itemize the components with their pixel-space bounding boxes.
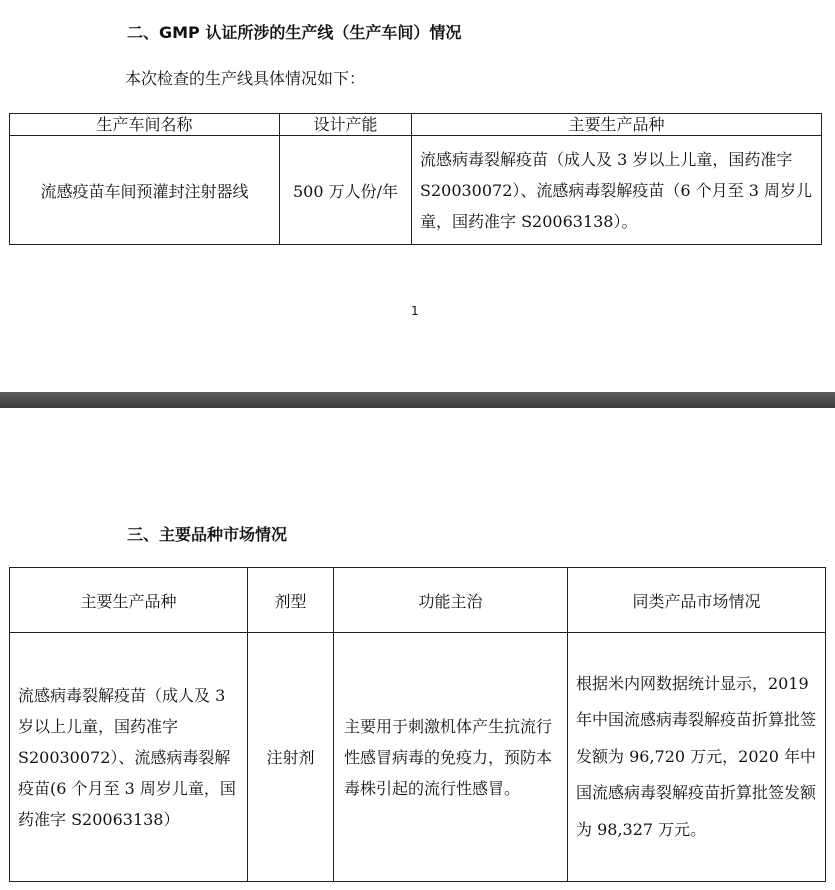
cell-dosage-form: 注射剂: [248, 633, 334, 882]
section-heading-market: 三、主要品种市场情况: [127, 525, 288, 544]
page-separator: [0, 392, 835, 408]
header-workshop-name: 生产车间名称: [10, 114, 280, 136]
production-line-table: [9, 113, 822, 245]
cell-workshop-name: 流感疫苗车间预灌封注射器线: [10, 136, 280, 245]
document-page-1: [0, 0, 835, 392]
section-heading-production-line: 二、GMP 认证所涉的生产线（生产车间）情况: [127, 23, 462, 42]
page-number: 1: [411, 304, 419, 318]
table-header-row: [10, 114, 822, 136]
cell-product: 流感病毒裂解疫苗（成人及 3 岁以上儿童，国药准字 S20030072）、流感病毒裂解疫苗(6 个月至 3 周岁儿童，国药准字 S20063138）: [10, 633, 248, 882]
cell-design-capacity: 500 万人份/年: [280, 136, 412, 245]
header-design-capacity: 设计产能: [280, 114, 412, 136]
table-header-row: [10, 568, 826, 633]
header-main-product: 主要生产品种: [10, 568, 248, 633]
header-indication: 功能主治: [334, 568, 568, 633]
table-row: [10, 633, 826, 882]
cell-market-situation: 根据米内网数据统计显示，2019 年中国流感病毒裂解疫苗折算批签发额为 96,720 万元，2020 年中国流感病毒裂解疫苗折算批签发额为 98,327 万元。: [568, 633, 826, 882]
cell-indication: 主要用于刺激机体产生抗流行性感冒病毒的免疫力，预防本毒株引起的流行性感冒。: [334, 633, 568, 882]
header-market-situation: 同类产品市场情况: [568, 568, 826, 633]
cell-main-products: 流感病毒裂解疫苗（成人及 3 岁以上儿童，国药准字 S20030072）、流感病毒裂解疫苗（6 个月至 3 周岁儿童，国药准字 S20063138）。: [412, 136, 822, 245]
header-main-products: 主要生产品种: [412, 114, 822, 136]
intro-paragraph: 本次检查的生产线具体情况如下：: [125, 69, 366, 88]
market-table: [9, 567, 826, 882]
document-page-2: [0, 408, 835, 890]
header-dosage-form: 剂型: [248, 568, 334, 633]
table-row: [10, 136, 822, 245]
